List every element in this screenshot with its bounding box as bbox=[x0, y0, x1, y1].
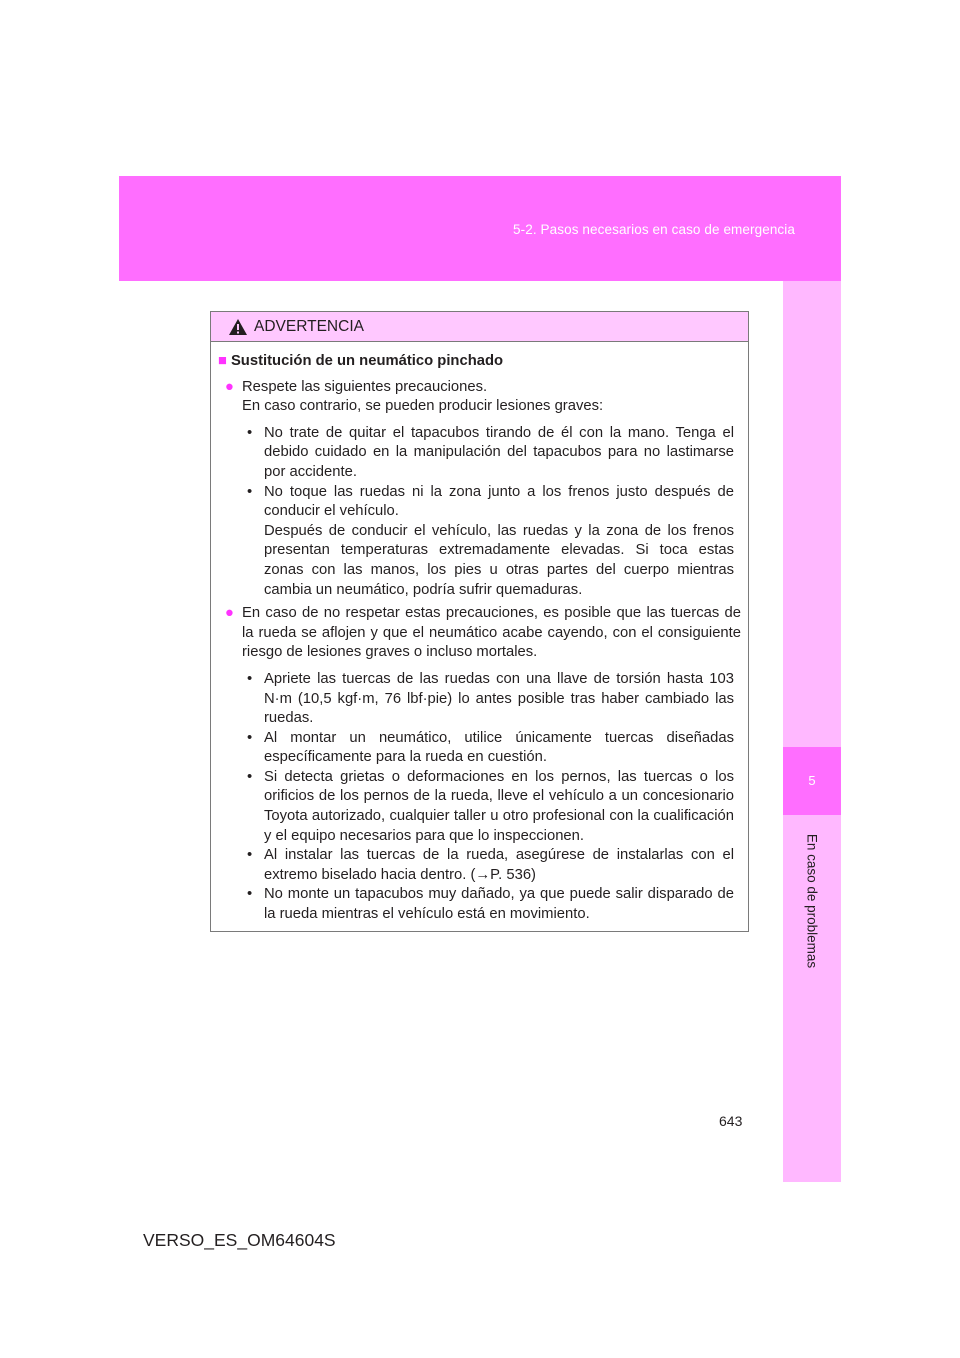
warning-body bbox=[211, 342, 748, 925]
chapter-number: 5 bbox=[808, 773, 816, 788]
list-item: • Si detecta grietas o deformaciones en los pernos, las tuercas o los orificios de los pernos de la rueda, lleve el vehículo a un concesionario Toyota autorizado, cualquier taller u otro profesional con la cualificación y el equipo necesarios para que lo inspeccionen. bbox=[218, 768, 741, 846]
side-strip bbox=[783, 281, 841, 1182]
warning-triangle-icon bbox=[228, 318, 248, 336]
circle-bullet-icon: ● bbox=[225, 378, 234, 395]
section-heading bbox=[218, 352, 741, 372]
consequences-text: En caso de no respetar estas precauciones, es posible que las tuercas de la rueda se aflojen y que el neumático acabe cayendo, con el consiguiente riesgo de lesiones graves o incluso mortales. bbox=[242, 605, 741, 661]
precautions-text: Respete las siguientes precauciones. En caso contrario, se pueden producir lesiones graves: bbox=[242, 378, 604, 415]
square-bullet-icon: ■ bbox=[218, 353, 227, 369]
list-item: • Apriete las tuercas de las ruedas con una llave de torsión hasta 103 N·m (10,5 kgf·m, 76 lbf·pie) lo antes posible tras haber cambiado las ruedas. bbox=[218, 670, 741, 729]
circle-bullet-icon: ● bbox=[225, 605, 234, 622]
list-item: • No toque las ruedas ni la zona junto a los frenos justo después de conducir el vehículo. Después de conducir el vehículo, las ruedas y la zona de los frenos presentan temperaturas extremadamente elevadas. Si toca estas zonas con las manos, los pies u otras partes del cuerpo mientras cambia un neumático, podría sufrir quemaduras. bbox=[218, 483, 741, 601]
list-item: • Al instalar las tuercas de la rueda, asegúrese de instalarlas con el extremo biselado hacia dentro. (→P. 536) bbox=[218, 846, 741, 885]
list-item: • No trate de quitar el tapacubos tirando de él con la mano. Tenga el debido cuidado en la manipulación del tapacubos para no lastimarse por accidente. bbox=[218, 424, 741, 483]
chapter-label-text: En caso de problemas bbox=[804, 833, 820, 969]
list-item: • Al montar un neumático, utilice únicamente tuercas diseñadas específicamente para la rueda en cuestión. bbox=[218, 729, 741, 768]
document-id: VERSO_ES_OM64604S bbox=[143, 1230, 336, 1250]
list-item: • No monte un tapacubos muy dañado, ya que puede salir disparado de la rueda mientras el vehículo está en movimiento. bbox=[218, 885, 741, 924]
warning-box bbox=[210, 311, 749, 932]
chapter-label bbox=[803, 828, 821, 974]
section-heading-text: Sustitución de un neumático pinchado bbox=[230, 353, 504, 369]
lug-nut-list bbox=[218, 670, 741, 925]
page-number: 643 bbox=[719, 1113, 743, 1129]
warning-header bbox=[211, 312, 748, 342]
section-header-title: 5-2. Pasos necesarios en caso de emergencia bbox=[513, 222, 795, 237]
warning-title: ADVERTENCIA bbox=[254, 318, 364, 335]
precautions-paragraph bbox=[218, 378, 741, 417]
chapter-tab bbox=[783, 747, 841, 815]
consequences-paragraph bbox=[218, 604, 741, 663]
header-band bbox=[119, 176, 841, 281]
precautions-list bbox=[218, 424, 741, 600]
